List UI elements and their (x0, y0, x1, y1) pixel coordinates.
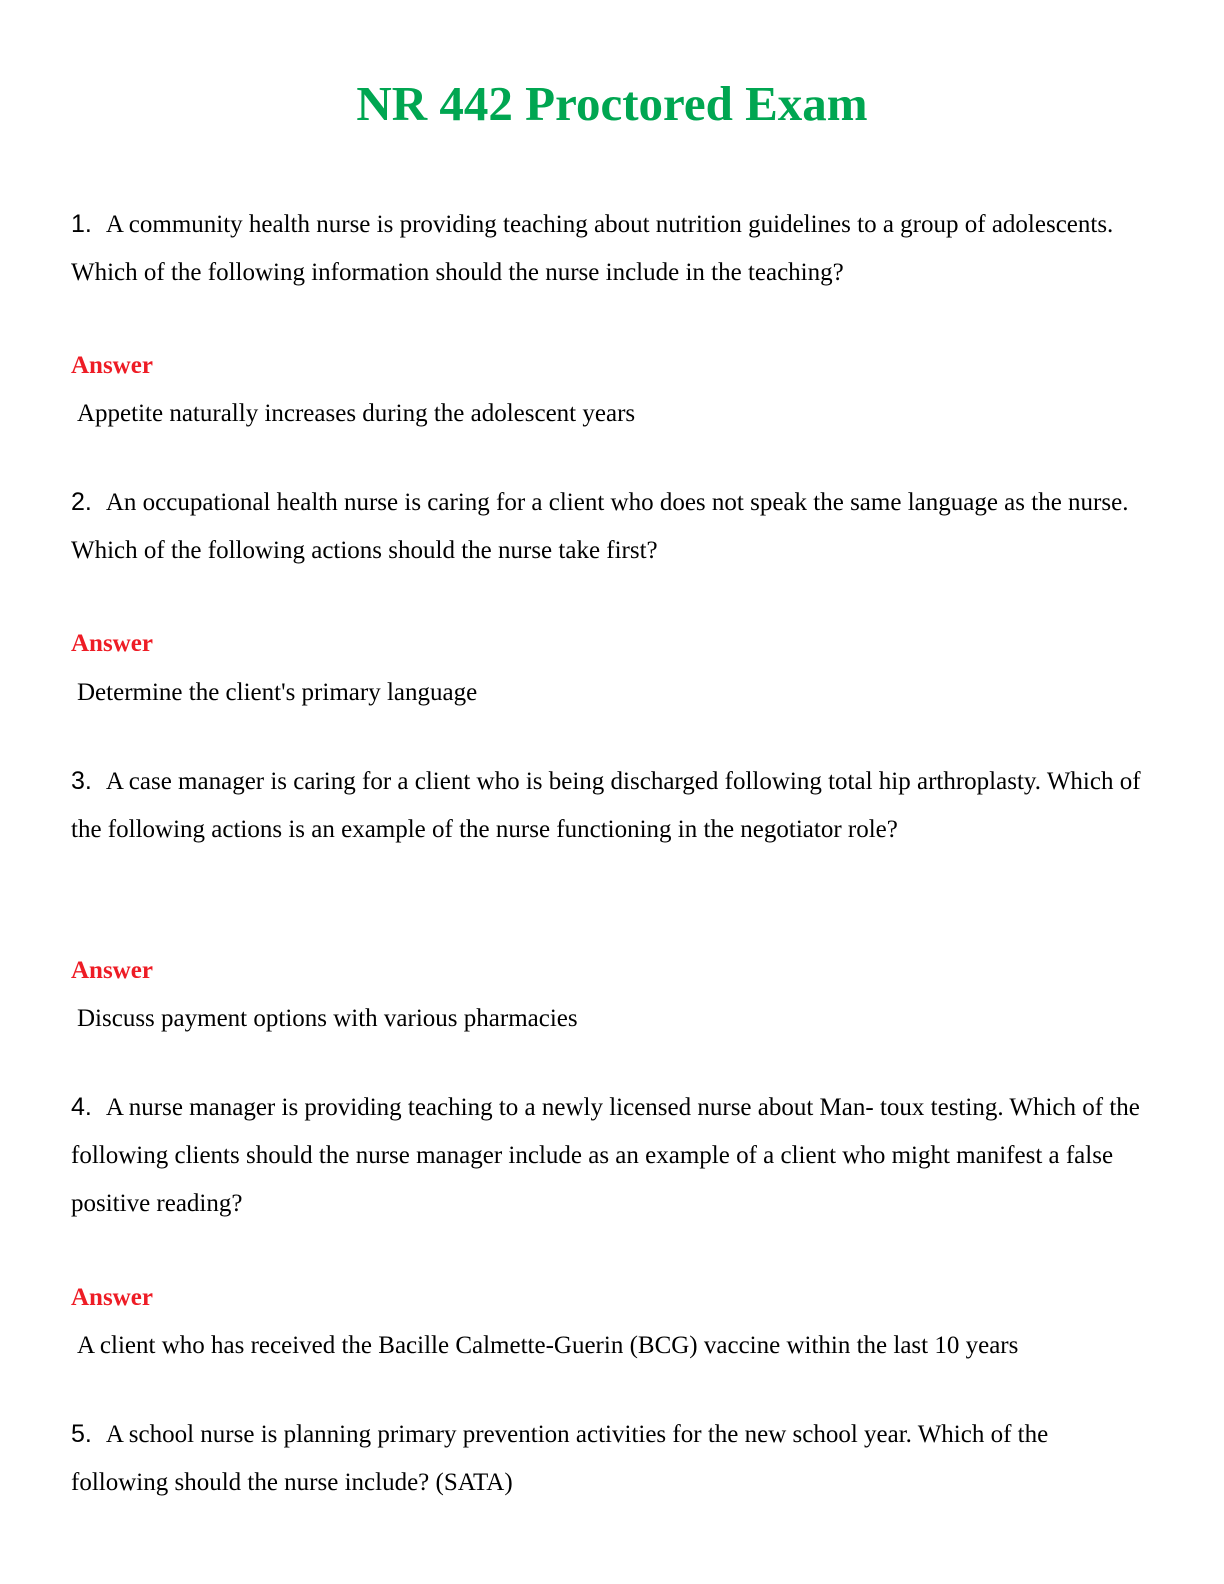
question-text: A community health nurse is providing teaching about nutrition guidelines to a group of adolescents. Which of the following information should the nurse include in the teaching? (71, 211, 1114, 286)
question-1 (71, 200, 1151, 297)
question-text: A school nurse is planning primary prevention activities for the new school year. Which of the following should the nurse include? (SATA) (71, 1421, 1049, 1496)
question-number: 3. (71, 767, 92, 795)
question-number: 1. (71, 210, 92, 238)
question-3 (71, 757, 1151, 854)
answer-text: A client who has received the Bacille Calmette-Guerin (BCG) vaccine within the last 10 years (77, 1332, 1019, 1359)
answer-text: Determine the client's primary language (77, 679, 478, 706)
answer-text: Appetite naturally increases during the adolescent years (77, 400, 636, 427)
answer-label: Answer (71, 630, 153, 657)
page-title: NR 442 Proctored Exam (356, 76, 868, 131)
question-4 (71, 1083, 1151, 1228)
answer-label: Answer (71, 352, 153, 379)
question-2 (71, 478, 1151, 575)
question-number: 4. (71, 1093, 92, 1121)
question-text: An occupational health nurse is caring for a client who does not speak the same language as the nurse. Which of the following actions should the nurse take first? (71, 489, 1129, 564)
question-number: 2. (71, 488, 92, 516)
answer-label: Answer (71, 1284, 153, 1311)
question-text: A nurse manager is providing teaching to a newly licensed nurse about Man- toux testing. Which of the following clients should the nurse manager include as an example of a client who might manifest a false positive reading? (71, 1094, 1140, 1217)
question-5 (71, 1410, 1151, 1507)
answer-text: Discuss payment options with various pharmacies (77, 1005, 578, 1032)
answer-label: Answer (71, 957, 153, 984)
question-number: 5. (71, 1420, 92, 1448)
question-text: A case manager is caring for a client who is being discharged following total hip arthroplasty. Which of the following actions is an example of the nurse functioning in the negotiator role? (71, 768, 1141, 843)
